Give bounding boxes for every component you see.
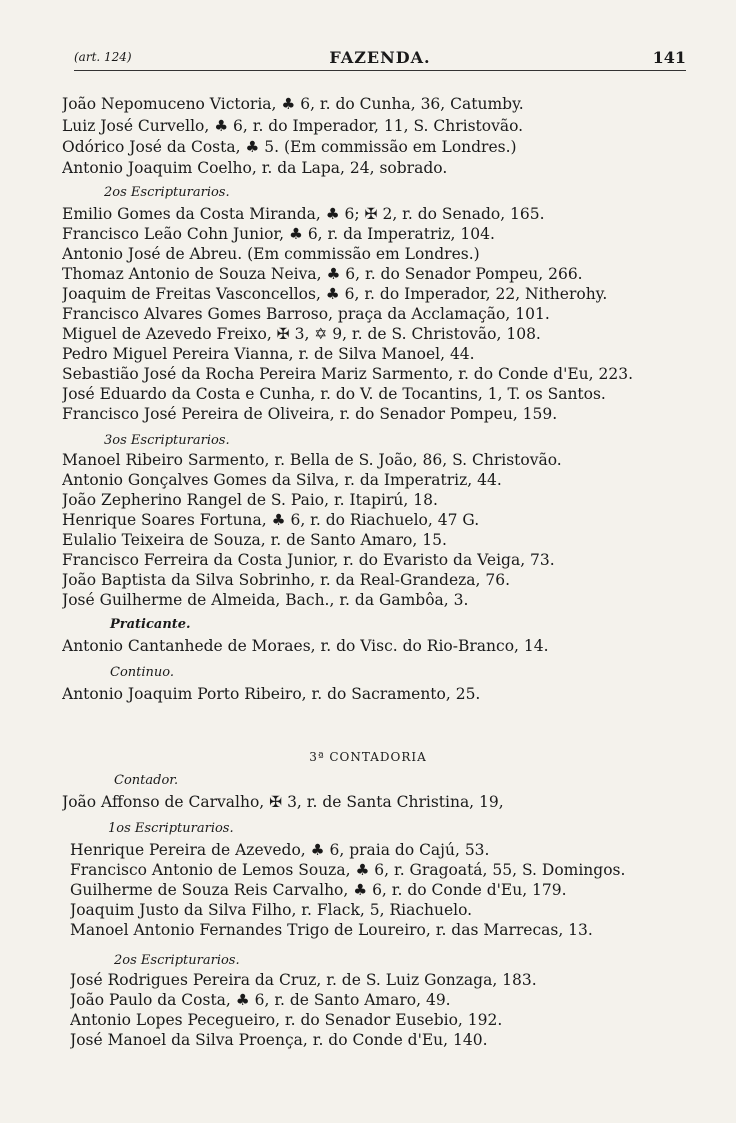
entry-line: Antonio Gonçalves Gomes da Silva, r. da Imperatriz, 44.: [62, 471, 502, 489]
entry-line: Manoel Antonio Fernandes Trigo de Loureiro, r. das Marrecas, 13.: [70, 921, 593, 939]
entry-line: José Eduardo da Costa e Cunha, r. do V. de Tocantins, 1, T. os Santos.: [62, 385, 606, 403]
entry-line: Joaquim de Freitas Vasconcellos, ♣ 6, r. do Imperador, 22, Nitherohy.: [62, 285, 608, 303]
subheading: Praticante.: [110, 617, 191, 632]
article-ref: (art. 124): [74, 50, 132, 64]
entry-line: Guilherme de Souza Reis Carvalho, ♣ 6, r. do Conde d'Eu, 179.: [70, 881, 567, 899]
entry-line: Thomaz Antonio de Souza Neiva, ♣ 6, r. do Senador Pompeu, 266.: [62, 265, 583, 283]
entry-line: Pedro Miguel Pereira Vianna, r. de Silva Manoel, 44.: [62, 345, 475, 363]
entry-line: Luiz José Curvello, ♣ 6, r. do Imperador, 11, S. Christovão.: [62, 117, 524, 135]
entry-line: José Guilherme de Almeida, Bach., r. da Gambôa, 3.: [62, 591, 469, 609]
entry-line: Francisco Antonio de Lemos Souza, ♣ 6, r. Gragoatá, 55, S. Domingos.: [70, 861, 626, 879]
entry-line: Antonio Joaquim Coelho, r. da Lapa, 24, sobrado.: [62, 159, 448, 177]
page-number: 141: [652, 48, 686, 67]
entry-line: Emilio Gomes da Costa Miranda, ♣ 6; ✠ 2, r. do Senado, 165.: [62, 205, 545, 223]
entry-line: Francisco Ferreira da Costa Junior, r. do Evaristo da Veiga, 73.: [62, 551, 555, 569]
subheading: 2os Escripturarios.: [104, 185, 230, 200]
subheading: Continuo.: [110, 665, 175, 680]
entry-line: Manoel Ribeiro Sarmento, r. Bella de S. João, 86, S. Christovão.: [62, 451, 562, 469]
entry-line: Francisco José Pereira de Oliveira, r. do Senador Pompeu, 159.: [62, 405, 558, 423]
entry-line: José Rodrigues Pereira da Cruz, r. de S. Luiz Gonzaga, 183.: [70, 971, 537, 989]
entry-line: Francisco Leão Cohn Junior, ♣ 6, r. da Imperatriz, 104.: [62, 225, 495, 243]
page-header: [74, 48, 686, 71]
entry-line: Odórico José da Costa, ♣ 5. (Em commissão em Londres.): [62, 138, 517, 156]
entry-line: Francisco Alvares Gomes Barroso, praça da Acclamação, 101.: [62, 305, 550, 323]
entry-line: Joaquim Justo da Silva Filho, r. Flack, 5, Riachuelo.: [70, 901, 473, 919]
entry-line: João Zepherino Rangel de S. Paio, r. Itapirú, 18.: [62, 491, 438, 509]
entry-line: Antonio Joaquim Porto Ribeiro, r. do Sacramento, 25.: [62, 685, 481, 703]
entry-line: João Paulo da Costa, ♣ 6, r. de Santo Amaro, 49.: [70, 991, 451, 1009]
page-title: FAZENDA.: [329, 48, 431, 67]
entry-line: José Manoel da Silva Proença, r. do Conde d'Eu, 140.: [70, 1031, 488, 1049]
entry-line: Henrique Pereira de Azevedo, ♣ 6, praia do Cajú, 53.: [70, 841, 490, 859]
subheading: Contador.: [114, 773, 179, 788]
subheading: 1os Escripturarios.: [108, 821, 234, 836]
section-title: 3ª CONTADORIA: [309, 750, 427, 764]
entry-line: Henrique Soares Fortuna, ♣ 6, r. do Riachuelo, 47 G.: [62, 511, 480, 529]
entry-line: Antonio Lopes Pecegueiro, r. do Senador Eusebio, 192.: [70, 1011, 503, 1029]
entry-line: João Nepomuceno Victoria, ♣ 6, r. do Cunha, 36, Catumby.: [62, 95, 524, 113]
entry-line: João Affonso de Carvalho, ✠ 3, r. de Santa Christina, 19,: [62, 793, 504, 811]
entry-line: Sebastião José da Rocha Pereira Mariz Sarmento, r. do Conde d'Eu, 223.: [62, 365, 634, 383]
entry-line: João Baptista da Silva Sobrinho, r. da Real-Grandeza, 76.: [62, 571, 511, 589]
subheading: 3os Escripturarios.: [104, 433, 230, 448]
entry-line: Antonio José de Abreu. (Em commissão em Londres.): [62, 245, 480, 263]
entry-line: Antonio Cantanhede de Moraes, r. do Visc. do Rio-Branco, 14.: [62, 637, 549, 655]
subheading: 2os Escripturarios.: [114, 953, 240, 968]
entry-line: Eulalio Teixeira de Souza, r. de Santo Amaro, 15.: [62, 531, 447, 549]
entry-line: Miguel de Azevedo Freixo, ✠ 3, ✡ 9, r. de S. Christovão, 108.: [62, 325, 541, 343]
